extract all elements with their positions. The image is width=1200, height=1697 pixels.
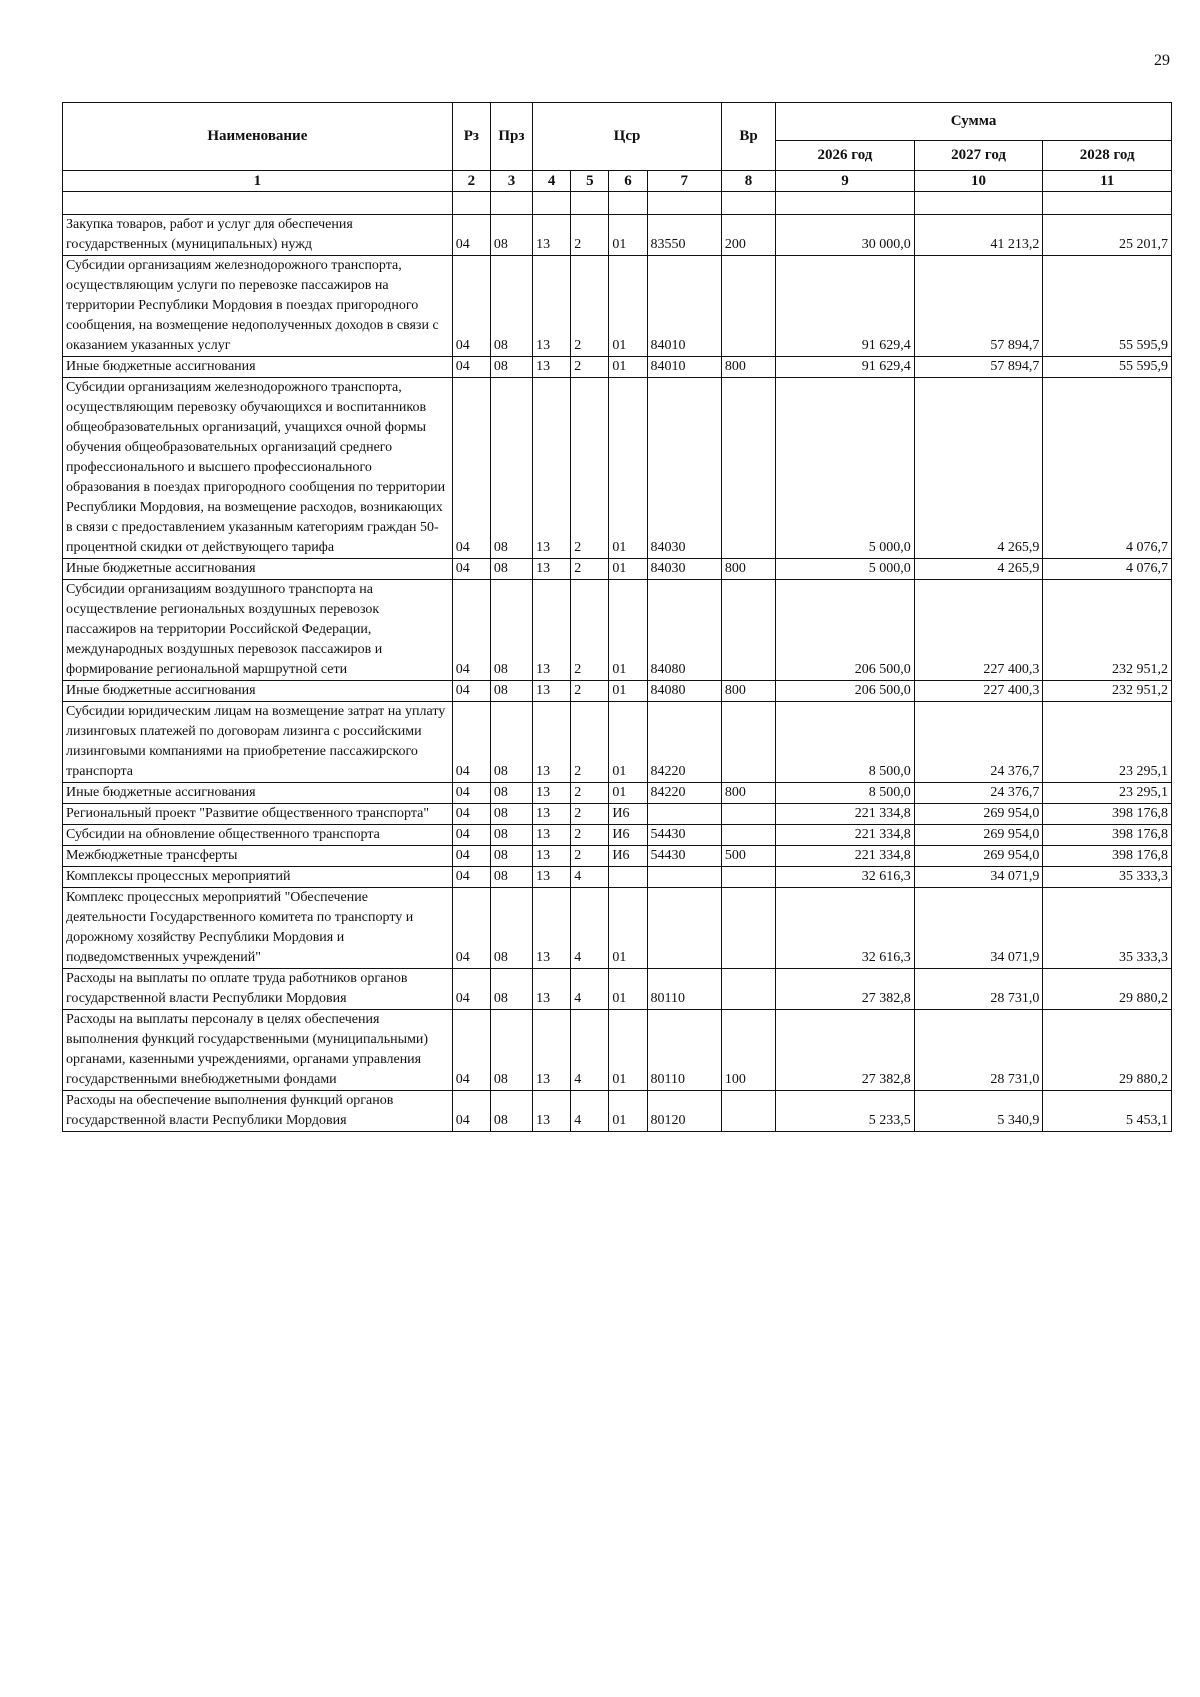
row-prz: 08 (490, 681, 532, 702)
row-vr (721, 888, 775, 969)
table-row (63, 681, 1172, 702)
page-number: 29 (1154, 52, 1170, 69)
row-amount-2028: 55 595,9 (1043, 256, 1172, 357)
row-name: Иные бюджетные ассигнования (63, 783, 453, 804)
header-vr: Вр (721, 103, 775, 171)
row-amount-2028: 25 201,7 (1043, 215, 1172, 256)
row-csr-part-4: 80110 (647, 969, 721, 1010)
row-vr (721, 804, 775, 825)
row-name: Иные бюджетные ассигнования (63, 559, 453, 580)
row-rz: 04 (452, 580, 490, 681)
row-rz: 04 (452, 846, 490, 867)
row-amount-2027: 24 376,7 (914, 783, 1043, 804)
row-prz: 08 (490, 783, 532, 804)
budget-table (62, 102, 1172, 1132)
row-rz: 04 (452, 681, 490, 702)
row-prz: 08 (490, 846, 532, 867)
row-csr-part-2: 2 (571, 580, 609, 681)
row-csr-part-1: 13 (533, 357, 571, 378)
row-amount-2026: 8 500,0 (776, 702, 915, 783)
row-name: Комплекс процессных мероприятий "Обеспечение деятельности Государственного комитета по транспорту и дорожному хозяйству Республики Мордовия и подведомственных учреждений" (63, 888, 453, 969)
row-csr-part-4: 84080 (647, 681, 721, 702)
row-vr (721, 702, 775, 783)
column-number-row (63, 171, 1172, 192)
row-csr-part-3: И6 (609, 846, 647, 867)
row-rz: 04 (452, 378, 490, 559)
row-vr: 800 (721, 559, 775, 580)
row-prz: 08 (490, 969, 532, 1010)
row-amount-2027: 227 400,3 (914, 681, 1043, 702)
header-name: Наименование (63, 103, 453, 171)
row-csr-part-1: 13 (533, 580, 571, 681)
row-rz: 04 (452, 969, 490, 1010)
row-amount-2026: 91 629,4 (776, 357, 915, 378)
row-amount-2027: 28 731,0 (914, 969, 1043, 1010)
header-year-2026: 2026 год (776, 141, 915, 171)
row-amount-2028: 5 453,1 (1043, 1091, 1172, 1132)
table-row (63, 846, 1172, 867)
row-amount-2026: 221 334,8 (776, 825, 915, 846)
table-row (63, 867, 1172, 888)
row-csr-part-1: 13 (533, 867, 571, 888)
row-amount-2028: 4 076,7 (1043, 559, 1172, 580)
row-vr: 800 (721, 783, 775, 804)
row-csr-part-2: 2 (571, 559, 609, 580)
row-amount-2026: 27 382,8 (776, 969, 915, 1010)
row-name: Региональный проект "Развитие общественного транспорта" (63, 804, 453, 825)
column-number: 9 (776, 171, 915, 192)
row-csr-part-1: 13 (533, 969, 571, 1010)
row-amount-2027: 269 954,0 (914, 804, 1043, 825)
header-year-2028: 2028 год (1043, 141, 1172, 171)
row-rz: 04 (452, 783, 490, 804)
row-rz: 04 (452, 804, 490, 825)
row-vr (721, 825, 775, 846)
row-amount-2027: 28 731,0 (914, 1010, 1043, 1091)
row-amount-2027: 24 376,7 (914, 702, 1043, 783)
header-sum: Сумма (776, 103, 1172, 141)
row-csr-part-3: 01 (609, 888, 647, 969)
row-vr: 200 (721, 215, 775, 256)
row-csr-part-1: 13 (533, 846, 571, 867)
row-amount-2028: 55 595,9 (1043, 357, 1172, 378)
row-amount-2028: 23 295,1 (1043, 783, 1172, 804)
row-amount-2026: 30 000,0 (776, 215, 915, 256)
row-csr-part-3: 01 (609, 969, 647, 1010)
row-rz: 04 (452, 1091, 490, 1132)
row-csr-part-2: 2 (571, 825, 609, 846)
row-prz: 08 (490, 825, 532, 846)
row-csr-part-4: 84030 (647, 559, 721, 580)
table-row (63, 1091, 1172, 1132)
row-amount-2027: 5 340,9 (914, 1091, 1043, 1132)
row-name: Иные бюджетные ассигнования (63, 357, 453, 378)
row-rz: 04 (452, 888, 490, 969)
row-csr-part-1: 13 (533, 783, 571, 804)
row-csr-part-1: 13 (533, 256, 571, 357)
row-amount-2026: 5 000,0 (776, 378, 915, 559)
row-csr-part-1: 13 (533, 215, 571, 256)
row-amount-2027: 227 400,3 (914, 580, 1043, 681)
row-csr-part-4: 54430 (647, 825, 721, 846)
row-csr-part-1: 13 (533, 378, 571, 559)
row-amount-2028: 23 295,1 (1043, 702, 1172, 783)
row-csr-part-2: 4 (571, 888, 609, 969)
table-row (63, 215, 1172, 256)
row-csr-part-4: 80110 (647, 1010, 721, 1091)
row-csr-part-3: 01 (609, 378, 647, 559)
table-row (63, 825, 1172, 846)
row-csr-part-1: 13 (533, 1091, 571, 1132)
row-csr-part-2: 4 (571, 1091, 609, 1132)
row-rz: 04 (452, 357, 490, 378)
row-amount-2026: 221 334,8 (776, 846, 915, 867)
row-amount-2028: 232 951,2 (1043, 580, 1172, 681)
row-rz: 04 (452, 559, 490, 580)
row-prz: 08 (490, 1091, 532, 1132)
row-vr (721, 580, 775, 681)
row-rz: 04 (452, 215, 490, 256)
row-csr-part-3 (609, 867, 647, 888)
row-name: Субсидии организациям железнодорожного транспорта, осуществляющим перевозку обучающихся и воспитанников общеобразовательных организаций, учащихся очной формы обучения общеобразовательных организаций среднего профессионального и высшего профессионального образования в поездах пригородного сообщения по территории Республики Мордовия, на возмещение расходов, возникающих в связи с предоставлением указанным категориям граждан 50-процентной скидки от действующего тарифа (63, 378, 453, 559)
row-name: Закупка товаров, работ и услуг для обеспечения государственных (муниципальных) нужд (63, 215, 453, 256)
row-csr-part-2: 4 (571, 969, 609, 1010)
row-csr-part-3: И6 (609, 804, 647, 825)
row-amount-2028: 29 880,2 (1043, 1010, 1172, 1091)
row-rz: 04 (452, 1010, 490, 1091)
row-csr-part-4: 83550 (647, 215, 721, 256)
row-csr-part-3: 01 (609, 215, 647, 256)
row-csr-part-4 (647, 804, 721, 825)
row-amount-2027: 269 954,0 (914, 846, 1043, 867)
column-number: 5 (571, 171, 609, 192)
row-amount-2028: 398 176,8 (1043, 846, 1172, 867)
row-amount-2027: 34 071,9 (914, 888, 1043, 969)
column-number: 11 (1043, 171, 1172, 192)
row-name: Расходы на обеспечение выполнения функций органов государственной власти Республики Мордовия (63, 1091, 453, 1132)
row-vr: 100 (721, 1010, 775, 1091)
row-csr-part-2: 2 (571, 256, 609, 357)
row-amount-2028: 29 880,2 (1043, 969, 1172, 1010)
table-row (63, 1010, 1172, 1091)
row-prz: 08 (490, 256, 532, 357)
row-csr-part-1: 13 (533, 559, 571, 580)
row-csr-part-4: 84220 (647, 783, 721, 804)
row-amount-2027: 57 894,7 (914, 256, 1043, 357)
row-prz: 08 (490, 804, 532, 825)
row-amount-2028: 398 176,8 (1043, 825, 1172, 846)
header-rz: Рз (452, 103, 490, 171)
row-csr-part-1: 13 (533, 804, 571, 825)
row-csr-part-2: 2 (571, 804, 609, 825)
row-csr-part-3: 01 (609, 580, 647, 681)
row-csr-part-4: 84220 (647, 702, 721, 783)
row-vr (721, 1091, 775, 1132)
table-row (63, 378, 1172, 559)
table-row (63, 559, 1172, 580)
table-row (63, 256, 1172, 357)
row-amount-2027: 34 071,9 (914, 867, 1043, 888)
row-amount-2028: 35 333,3 (1043, 888, 1172, 969)
row-amount-2026: 91 629,4 (776, 256, 915, 357)
column-number: 6 (609, 171, 647, 192)
row-csr-part-2: 2 (571, 681, 609, 702)
row-amount-2026: 27 382,8 (776, 1010, 915, 1091)
row-amount-2026: 5 000,0 (776, 559, 915, 580)
row-rz: 04 (452, 702, 490, 783)
row-csr-part-3: 01 (609, 681, 647, 702)
row-csr-part-2: 2 (571, 378, 609, 559)
row-amount-2026: 206 500,0 (776, 580, 915, 681)
row-amount-2028: 4 076,7 (1043, 378, 1172, 559)
row-name: Субсидии организациям воздушного транспорта на осуществление региональных воздушных перевозок пассажиров на территории Российской Федерации, международных воздушных перевозок пассажиров и формирование региональной маршрутной сети (63, 580, 453, 681)
row-csr-part-4: 84010 (647, 357, 721, 378)
row-name: Расходы на выплаты персоналу в целях обеспечения выполнения функций государственными (муниципальными) органами, казенными учреждениями, органами управления государственными внебюджетными фондами (63, 1010, 453, 1091)
row-amount-2026: 5 233,5 (776, 1091, 915, 1132)
row-csr-part-3: И6 (609, 825, 647, 846)
row-name: Субсидии на обновление общественного транспорта (63, 825, 453, 846)
row-csr-part-4: 84010 (647, 256, 721, 357)
row-rz: 04 (452, 867, 490, 888)
row-csr-part-3: 01 (609, 783, 647, 804)
row-prz: 08 (490, 559, 532, 580)
row-vr (721, 256, 775, 357)
row-csr-part-4 (647, 888, 721, 969)
row-prz: 08 (490, 215, 532, 256)
row-vr (721, 378, 775, 559)
header-prz: Прз (490, 103, 532, 171)
table-row (63, 969, 1172, 1010)
row-vr (721, 969, 775, 1010)
table-row (63, 702, 1172, 783)
row-amount-2028: 232 951,2 (1043, 681, 1172, 702)
row-prz: 08 (490, 357, 532, 378)
table-row (63, 783, 1172, 804)
row-amount-2026: 32 616,3 (776, 867, 915, 888)
row-csr-part-4: 84030 (647, 378, 721, 559)
row-csr-part-1: 13 (533, 1010, 571, 1091)
table-row (63, 580, 1172, 681)
row-prz: 08 (490, 378, 532, 559)
table-row (63, 888, 1172, 969)
row-name: Комплексы процессных мероприятий (63, 867, 453, 888)
row-csr-part-2: 4 (571, 1010, 609, 1091)
row-name: Межбюджетные трансферты (63, 846, 453, 867)
table-body (63, 192, 1172, 1132)
row-rz: 04 (452, 825, 490, 846)
row-vr: 800 (721, 681, 775, 702)
row-name: Субсидии организациям железнодорожного транспорта, осуществляющим услуги по перевозке пассажиров на территории Республики Мордовия в поездах пригородного сообщения, на возмещение недополученных доходов в связи с оказанием указанных услуг (63, 256, 453, 357)
row-amount-2027: 41 213,2 (914, 215, 1043, 256)
column-number: 4 (533, 171, 571, 192)
header-year-2027: 2027 год (914, 141, 1043, 171)
row-amount-2026: 221 334,8 (776, 804, 915, 825)
row-csr-part-2: 2 (571, 702, 609, 783)
row-csr-part-4: 54430 (647, 846, 721, 867)
row-csr-part-2: 2 (571, 846, 609, 867)
row-csr-part-1: 13 (533, 888, 571, 969)
row-amount-2027: 269 954,0 (914, 825, 1043, 846)
row-name: Иные бюджетные ассигнования (63, 681, 453, 702)
table-row (63, 804, 1172, 825)
column-number: 1 (63, 171, 453, 192)
header-csr: Цср (533, 103, 722, 171)
row-csr-part-3: 01 (609, 1091, 647, 1132)
row-csr-part-3: 01 (609, 559, 647, 580)
row-csr-part-3: 01 (609, 1010, 647, 1091)
row-csr-part-3: 01 (609, 256, 647, 357)
column-number: 2 (452, 171, 490, 192)
row-amount-2026: 8 500,0 (776, 783, 915, 804)
row-prz: 08 (490, 702, 532, 783)
row-prz: 08 (490, 580, 532, 681)
row-prz: 08 (490, 888, 532, 969)
row-amount-2026: 32 616,3 (776, 888, 915, 969)
column-number: 3 (490, 171, 532, 192)
spacer-row (63, 192, 1172, 215)
row-rz: 04 (452, 256, 490, 357)
row-csr-part-2: 2 (571, 215, 609, 256)
row-vr: 500 (721, 846, 775, 867)
row-prz: 08 (490, 1010, 532, 1091)
row-prz: 08 (490, 867, 532, 888)
row-amount-2027: 57 894,7 (914, 357, 1043, 378)
table-row (63, 357, 1172, 378)
row-name: Субсидии юридическим лицам на возмещение затрат на уплату лизинговых платежей по договорам лизинга с российскими лизинговыми компаниями на приобретение пассажирского транспорта (63, 702, 453, 783)
row-amount-2028: 398 176,8 (1043, 804, 1172, 825)
column-number: 8 (721, 171, 775, 192)
row-csr-part-4: 80120 (647, 1091, 721, 1132)
row-csr-part-1: 13 (533, 702, 571, 783)
row-csr-part-3: 01 (609, 357, 647, 378)
row-csr-part-4 (647, 867, 721, 888)
row-csr-part-2: 4 (571, 867, 609, 888)
row-amount-2026: 206 500,0 (776, 681, 915, 702)
row-name: Расходы на выплаты по оплате труда работников органов государственной власти Республики Мордовия (63, 969, 453, 1010)
row-amount-2027: 4 265,9 (914, 559, 1043, 580)
row-csr-part-4: 84080 (647, 580, 721, 681)
row-csr-part-2: 2 (571, 783, 609, 804)
row-amount-2028: 35 333,3 (1043, 867, 1172, 888)
column-number: 7 (647, 171, 721, 192)
row-amount-2027: 4 265,9 (914, 378, 1043, 559)
row-csr-part-3: 01 (609, 702, 647, 783)
row-csr-part-2: 2 (571, 357, 609, 378)
column-number: 10 (914, 171, 1043, 192)
row-csr-part-1: 13 (533, 825, 571, 846)
row-csr-part-1: 13 (533, 681, 571, 702)
row-vr: 800 (721, 357, 775, 378)
row-vr (721, 867, 775, 888)
